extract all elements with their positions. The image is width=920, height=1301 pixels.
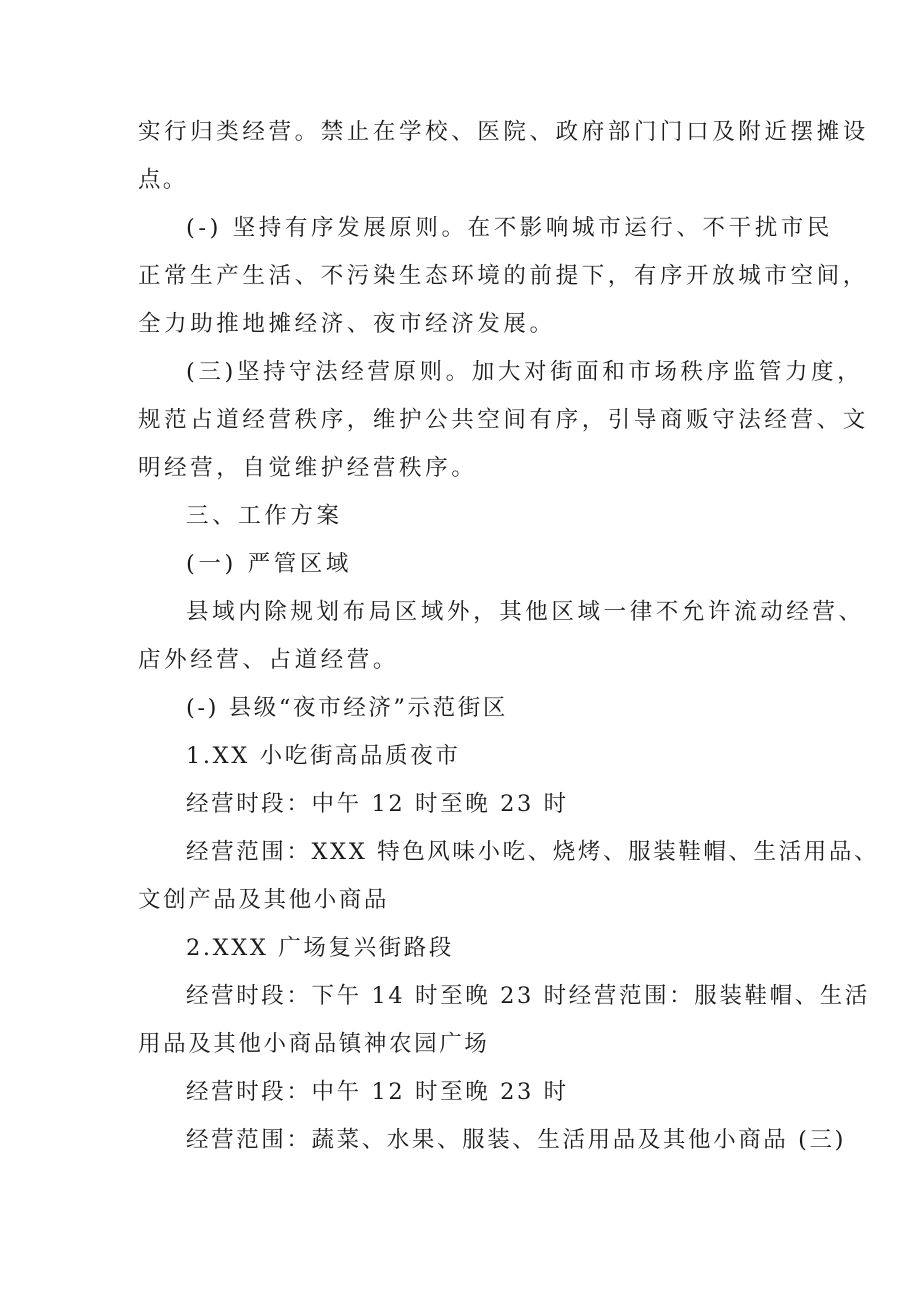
section-heading-line: (三)坚持守法经营原则。加大对街面和市场秩序监管力度， [186, 359, 864, 385]
list-item-title: 2.XXX 广场复兴街路段 [186, 935, 454, 961]
paragraph-line: 点。 [138, 167, 188, 193]
paragraph-line: 全力助推地摊经济、夜市经济发展。 [138, 311, 556, 337]
list-item-title: 1.XX 小吃街高品质夜市 [186, 743, 461, 769]
list-item-detail: 用品及其他小商品镇神农园广场 [138, 1031, 490, 1057]
list-item-detail: 经营时段：中午 12 时至晚 23 时 [186, 1079, 569, 1105]
list-item-detail: 经营范围：XXX 特色风味小吃、烧烤、服装鞋帽、生活用品、 [186, 839, 880, 865]
paragraph-line: 规范占道经营秩序，维护公共空间有序，引导商贩守法经营、文 [138, 407, 869, 433]
paragraph-line: 明经营，自觉维护经营秩序。 [138, 455, 478, 481]
paragraph-line: 县域内除规划布局区域外，其他区域一律不允许流动经营、 [186, 599, 865, 625]
paragraph-line: 正常生产生活、不污染生态环境的前提下，有序开放城市空间， [138, 263, 869, 289]
list-item-detail: 经营时段：下午 14 时至晚 23 时经营范围：服装鞋帽、生活 [186, 983, 870, 1009]
subsection-heading: (一) 严管区域 [186, 551, 353, 577]
list-item-detail: 经营时段：中午 12 时至晚 23 时 [186, 791, 569, 817]
section-heading-line: (-) 坚持有序发展原则。在不影响城市运行、不干扰市民 [186, 215, 834, 241]
list-item-detail: 经营范围：蔬菜、水果、服装、生活用品及其他小商品 (三) [186, 1127, 847, 1153]
paragraph-line: 店外经营、占道经营。 [138, 647, 400, 673]
chapter-heading: 三、工作方案 [186, 503, 343, 529]
subsection-heading: (-) 县级“夜市经济”示范街区 [186, 695, 508, 721]
paragraph-line: 实行归类经营。禁止在学校、医院、政府部门门口及附近摆摊设 [138, 119, 869, 145]
list-item-detail: 文创产品及其他小商品 [138, 887, 390, 913]
